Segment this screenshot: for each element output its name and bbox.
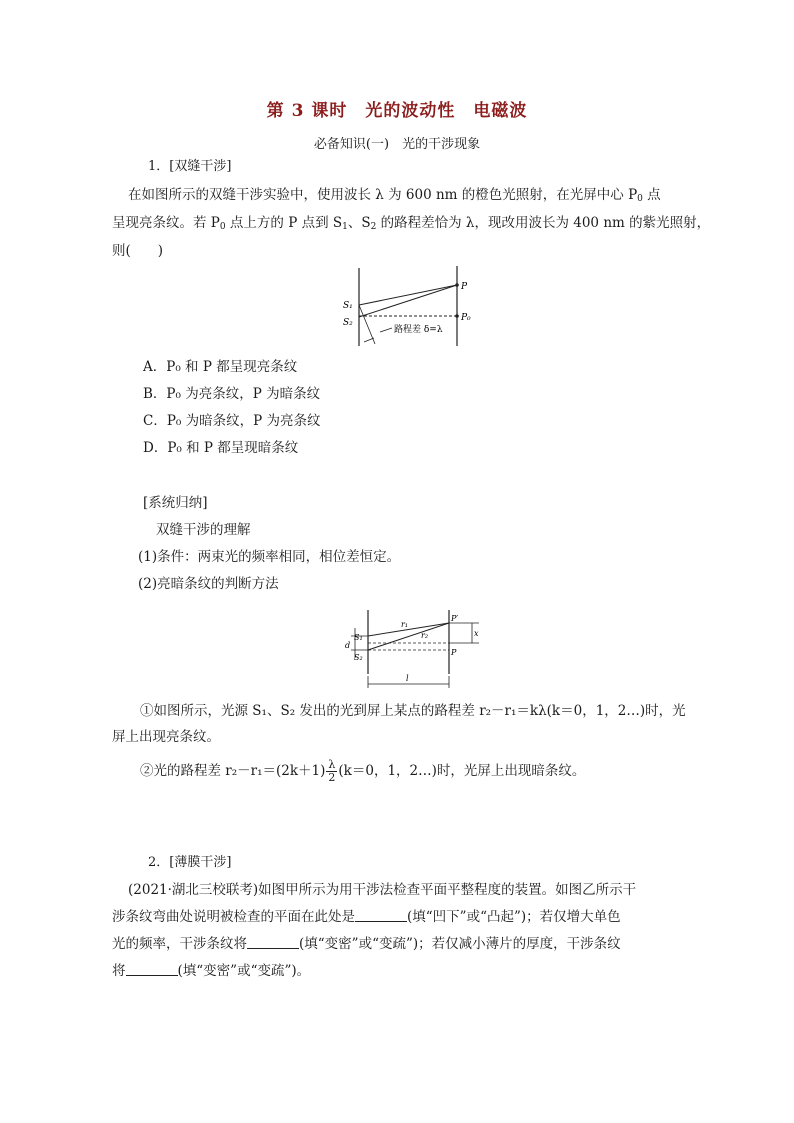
point-p0-dot xyxy=(455,314,459,318)
answer-blank-1[interactable] xyxy=(355,907,407,922)
q1-text: 在如图所示的双缝干涉实验中，使用波长 λ 为 600 nm 的橙色光照射，在光屏中心 P xyxy=(128,187,638,203)
label-r1: r₁ xyxy=(401,620,409,629)
q1-sub: 1 xyxy=(342,222,348,232)
label-p: P xyxy=(461,282,468,292)
fraction-denominator: 2 xyxy=(328,771,336,784)
label-p-prime: P′ xyxy=(451,614,459,623)
bright-fringe-rule: ①如图所示，光源 S₁、S₂ 发出的光到屏上某点的路程差 r₂－r₁＝kλ(k＝0，1，2…)时，光 xyxy=(140,703,686,719)
q1-text: 呈现亮条纹。若 P xyxy=(112,215,220,231)
q2-text: (填“凹下”或“凸起”)；若仅增大单色 xyxy=(407,909,621,925)
option-a: A．P₀ 和 P 都呈现亮条纹 xyxy=(143,359,298,375)
q2-text: (填“变密”或“变疏”)。 xyxy=(177,963,311,979)
dark-fringe-rule xyxy=(140,758,585,784)
rule2-text: ②光的路程差 r₂－r₁＝(2k＋1) xyxy=(140,763,326,779)
question-2-heading: 2．[薄膜干涉] xyxy=(148,855,232,870)
label-s1: S₁ xyxy=(354,633,363,642)
summary-item-1: (1)条件：两束光的频率相同，相位差恒定。 xyxy=(138,549,401,565)
double-slit-diagram xyxy=(340,262,490,348)
option-b: B．P₀ 为亮条纹，P 为暗条纹 xyxy=(143,386,321,402)
lambda-over-two xyxy=(326,759,337,784)
label-x: x xyxy=(474,629,479,638)
q1-sub: 0 xyxy=(219,222,226,232)
ray-r1 xyxy=(368,623,449,636)
label-l: l xyxy=(406,674,409,683)
rule2-text: (k＝0，1，2…)时，光屏上出现暗条纹。 xyxy=(338,763,586,779)
q1-text: 点上方的 P 点到 S xyxy=(225,215,343,231)
q1-text: 、S xyxy=(347,215,371,231)
summary-topic: 双缝干涉的理解 xyxy=(156,522,251,538)
answer-blank-2[interactable] xyxy=(247,934,299,949)
ray-s1-p xyxy=(359,285,457,305)
ray-r2 xyxy=(368,623,449,650)
section-subtitle: 必备知识(一) 光的干涉现象 xyxy=(313,137,481,152)
question-1-line-3: 则( ) xyxy=(112,243,164,259)
page-title: 第 3 课时 光的波动性 电磁波 xyxy=(266,101,528,121)
label-s2: S₂ xyxy=(354,653,363,662)
label-p: P xyxy=(451,648,457,657)
question-1-line-1 xyxy=(128,182,661,212)
q1-text: 点 xyxy=(642,187,661,203)
fraction-numerator: λ xyxy=(328,758,336,771)
label-path-difference: 路程差 δ=λ xyxy=(394,325,443,335)
point-p-dot xyxy=(455,283,459,287)
q2-text: 将 xyxy=(112,963,126,979)
summary-heading: [系统归纳] xyxy=(143,495,208,511)
q2-text: 光的频率，干涉条纹将 xyxy=(112,936,247,952)
q1-sub: 2 xyxy=(370,222,377,232)
summary-item-2: (2)亮暗条纹的判断方法 xyxy=(138,576,279,592)
label-s1: S₁ xyxy=(343,301,353,311)
question-2-line-1: (2021·湖北三校联考)如图甲所示为用干涉法检查平面平整程度的装置。如图乙所示干 xyxy=(128,882,637,898)
ray-s2-p xyxy=(359,285,457,317)
label-r2: r₂ xyxy=(421,631,429,640)
bright-fringe-rule-cont: 屏上出现亮条纹。 xyxy=(112,729,220,745)
label-d: d xyxy=(345,641,351,650)
q1-text: 的路程差恰为 λ，现改用波长为 400 nm 的紫光照射， xyxy=(376,215,711,231)
answer-blank-3[interactable] xyxy=(126,961,178,976)
option-c: C．P₀ 为暗条纹，P 为亮条纹 xyxy=(143,413,321,429)
question-2-line-4 xyxy=(112,958,310,984)
interference-geometry-diagram xyxy=(343,608,483,692)
q2-text: 涉条纹弯曲处说明被检查的平面在此处是 xyxy=(112,909,355,925)
label-s2: S₂ xyxy=(343,318,353,328)
q1-sub: 0 xyxy=(637,194,643,204)
option-d: D．P₀ 和 P 都呈现暗条纹 xyxy=(143,440,299,456)
path-diff-marker xyxy=(364,338,374,342)
q2-text: (填“变密”或“变疏”)；若仅减小薄片的厚度，干涉条纹 xyxy=(299,936,621,952)
question-1-line-2 xyxy=(112,210,710,240)
label-p0: P₀ xyxy=(461,313,471,323)
delta-leader-line xyxy=(380,328,392,332)
question-2-line-3 xyxy=(112,931,621,957)
question-1-heading: 1．[双缝干涉] xyxy=(148,159,232,174)
question-2-line-2 xyxy=(112,904,621,930)
